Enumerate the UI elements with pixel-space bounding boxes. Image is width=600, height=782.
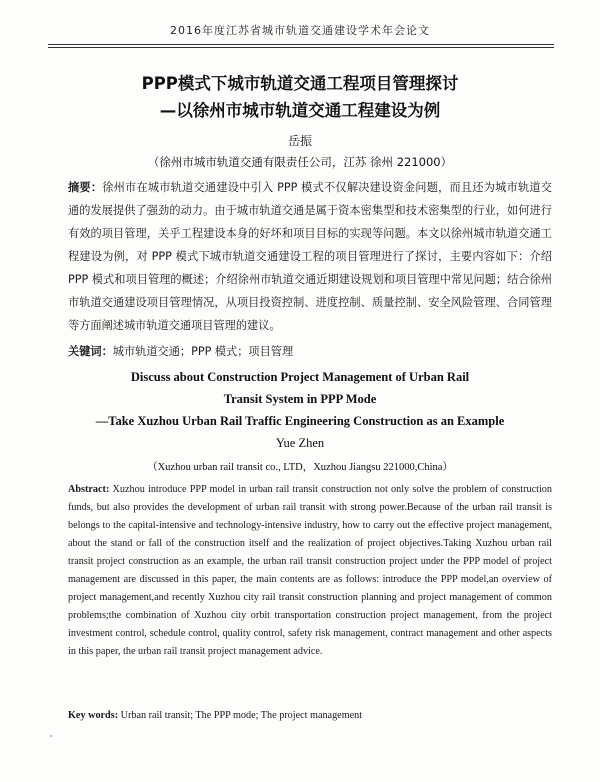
- english-title-line-2: Transit System in PPP Mode: [223, 392, 377, 406]
- english-abstract: [68, 481, 552, 661]
- english-keywords-text: Urban rail transit; The PPP mode; The project management: [118, 710, 363, 721]
- chinese-keywords-text: 城市轨道交通；PPP 模式；项目管理: [112, 345, 294, 358]
- scan-speck: [50, 735, 52, 737]
- header-rule: [48, 44, 554, 48]
- english-affiliation: （Xuzhou urban rail transit co., LTD，Xuzhou Jiangsu 221000,China）: [147, 462, 453, 473]
- chinese-title-line-1: PPP模式下城市轨道交通工程项目管理探讨: [141, 74, 459, 93]
- chinese-abstract: [68, 176, 552, 337]
- english-abstract-label: Abstract:: [68, 484, 110, 495]
- chinese-keywords: [68, 343, 552, 359]
- english-keywords: [68, 710, 552, 721]
- chinese-keywords-label: 关键词：: [68, 345, 113, 358]
- english-author: Yue Zhen: [275, 436, 325, 450]
- chinese-abstract-text: 徐州市在城市轨道交通建设中引入 PPP 模式不仅解决建设资金问题，而且还为城市轨道交通的发展提供了强劲的动力。由于城市轨道交通是属于资本密集型和技术密集型的行业，如何进行有效的项目管理，关乎工程建设本身的好坏和项目目标的实现等问题。本文以徐州城市轨道交通工程建设为例，对 PPP 模式下城市轨道交通建设工程的项目管理进行了探讨，主要内容如下：介绍 PPP 模式和项目管理的概述；介绍徐州市轨道交通近期建设规划和项目管理中常见问题；结合徐州市轨道交通建设项目管理情况，从项目投资控制、进度控制、质量控制、安全风险管理、合同管理等方面阐述城市轨道交通项目管理的建议。: [68, 181, 552, 332]
- chinese-affiliation: （徐州市城市轨道交通有限责任公司，江苏 徐州 221000）: [147, 155, 453, 169]
- chinese-author: 岳振: [287, 134, 312, 148]
- english-abstract-text: Xuzhou introduce PPP model in urban rail transit construction not only solve the problem of construction funds, but also provides the development of urban rail transit with strong power.Because of the urban rail transit is belongs to the capital-intensive and technology-intensive industry, how to carry out the effective project management, about the stand or fall of the construction itself and the realization of project objectives.Taking Xuzhou urban rail transit project construction as an example, the urban rail transit construction project under the PPP model of project management are discussed in this paper, the main contents are as follows: introduce the PPP model,an overview of project management,and recently Xuzhou city rail transit construction planning and project management of common problems;the combination of Xuzhou city orbit transportation construction project management, from the project investment control, schedule control, quality control, safety risk management, contract management and other aspects in this paper, the urban rail transit project management advice.: [68, 484, 552, 657]
- english-title-line-3: —Take Xuzhou Urban Rail Traffic Engineering Construction as an Example: [95, 414, 505, 428]
- english-keywords-label: Key words:: [68, 710, 119, 721]
- running-header: 2016年度江苏省城市轨道交通建设学术年会论文: [170, 24, 430, 37]
- english-title-line-1: Discuss about Construction Project Management of Urban Rail: [130, 370, 470, 384]
- chinese-title-line-2: —以徐州市城市轨道交通工程建设为例: [159, 101, 441, 120]
- chinese-abstract-label: 摘要：: [68, 181, 103, 194]
